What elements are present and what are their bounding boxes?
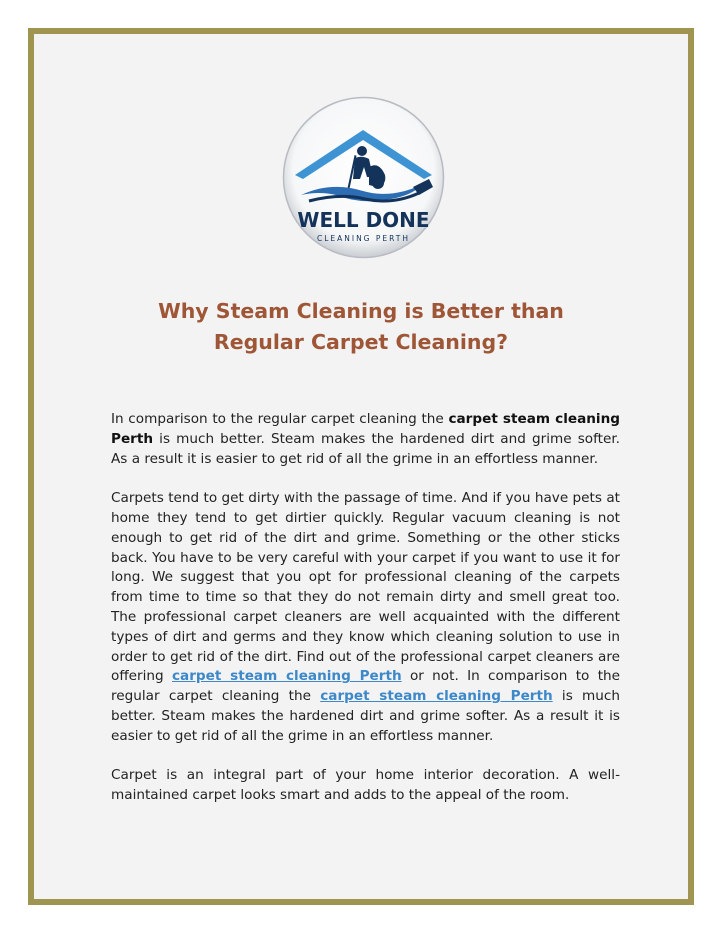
carpet-steam-cleaning-link-2[interactable]: carpet steam cleaning Perth — [320, 688, 553, 705]
article-body — [111, 410, 620, 826]
p3-text-1: Carpet is an integral part of your home interior decoration. A well-maintained carpet looks smart and adds to the appeal of the room. — [111, 767, 620, 804]
p1-text-2: is much better. Steam makes the hardened dirt and grime softer. As a result it is easier to get rid of all the grime in an effortless manner. — [111, 430, 620, 467]
logo-brand-text: WELL DONE — [297, 208, 430, 232]
paragraph-1 — [111, 410, 620, 469]
page-title — [34, 296, 688, 358]
paragraph-2 — [111, 489, 620, 746]
page-frame — [28, 28, 694, 905]
carpet-steam-cleaning-link-1[interactable]: carpet steam cleaning Perth — [171, 668, 402, 685]
paragraph-3 — [111, 766, 620, 806]
p2-text-3: is much better. Steam makes the hardened dirt and grime softer. As a result it is easier to get rid of all the grime in an effortless manner. — [111, 688, 620, 744]
title-line-2: Regular Carpet Cleaning? — [213, 330, 509, 354]
p2-text-1: Carpets tend to get dirty with the passage of time. And if you have pets at home they tend to get dirtier quickly. Regular vacuum cleaning is not enough to get rid of the dirt and grime. Something or the other sticks back. You have to be very careful with your carpet if you want to use it for long. We suggest that you opt for professional cleaning of the carpets from time to time so that they do not remain dirty and smell great too. The professional carpet cleaners are well acquainted with the different types of dirt and germs and they know which cleaning solution to use in order to get rid of the dirt. Find out of the professional carpet cleaners are offering — [111, 490, 620, 685]
company-logo — [281, 95, 446, 260]
title-line-1: Why Steam Cleaning is Better than — [158, 299, 564, 323]
p2-text-2: or not. In comparison to the regular carpet cleaning the — [111, 668, 620, 705]
p1-bold-keyword: carpet steam cleaning Perth — [111, 411, 620, 447]
p1-text-1: In comparison to the regular carpet cleaning the — [111, 411, 449, 427]
logo-tagline-text: CLEANING PERTH — [316, 234, 411, 243]
